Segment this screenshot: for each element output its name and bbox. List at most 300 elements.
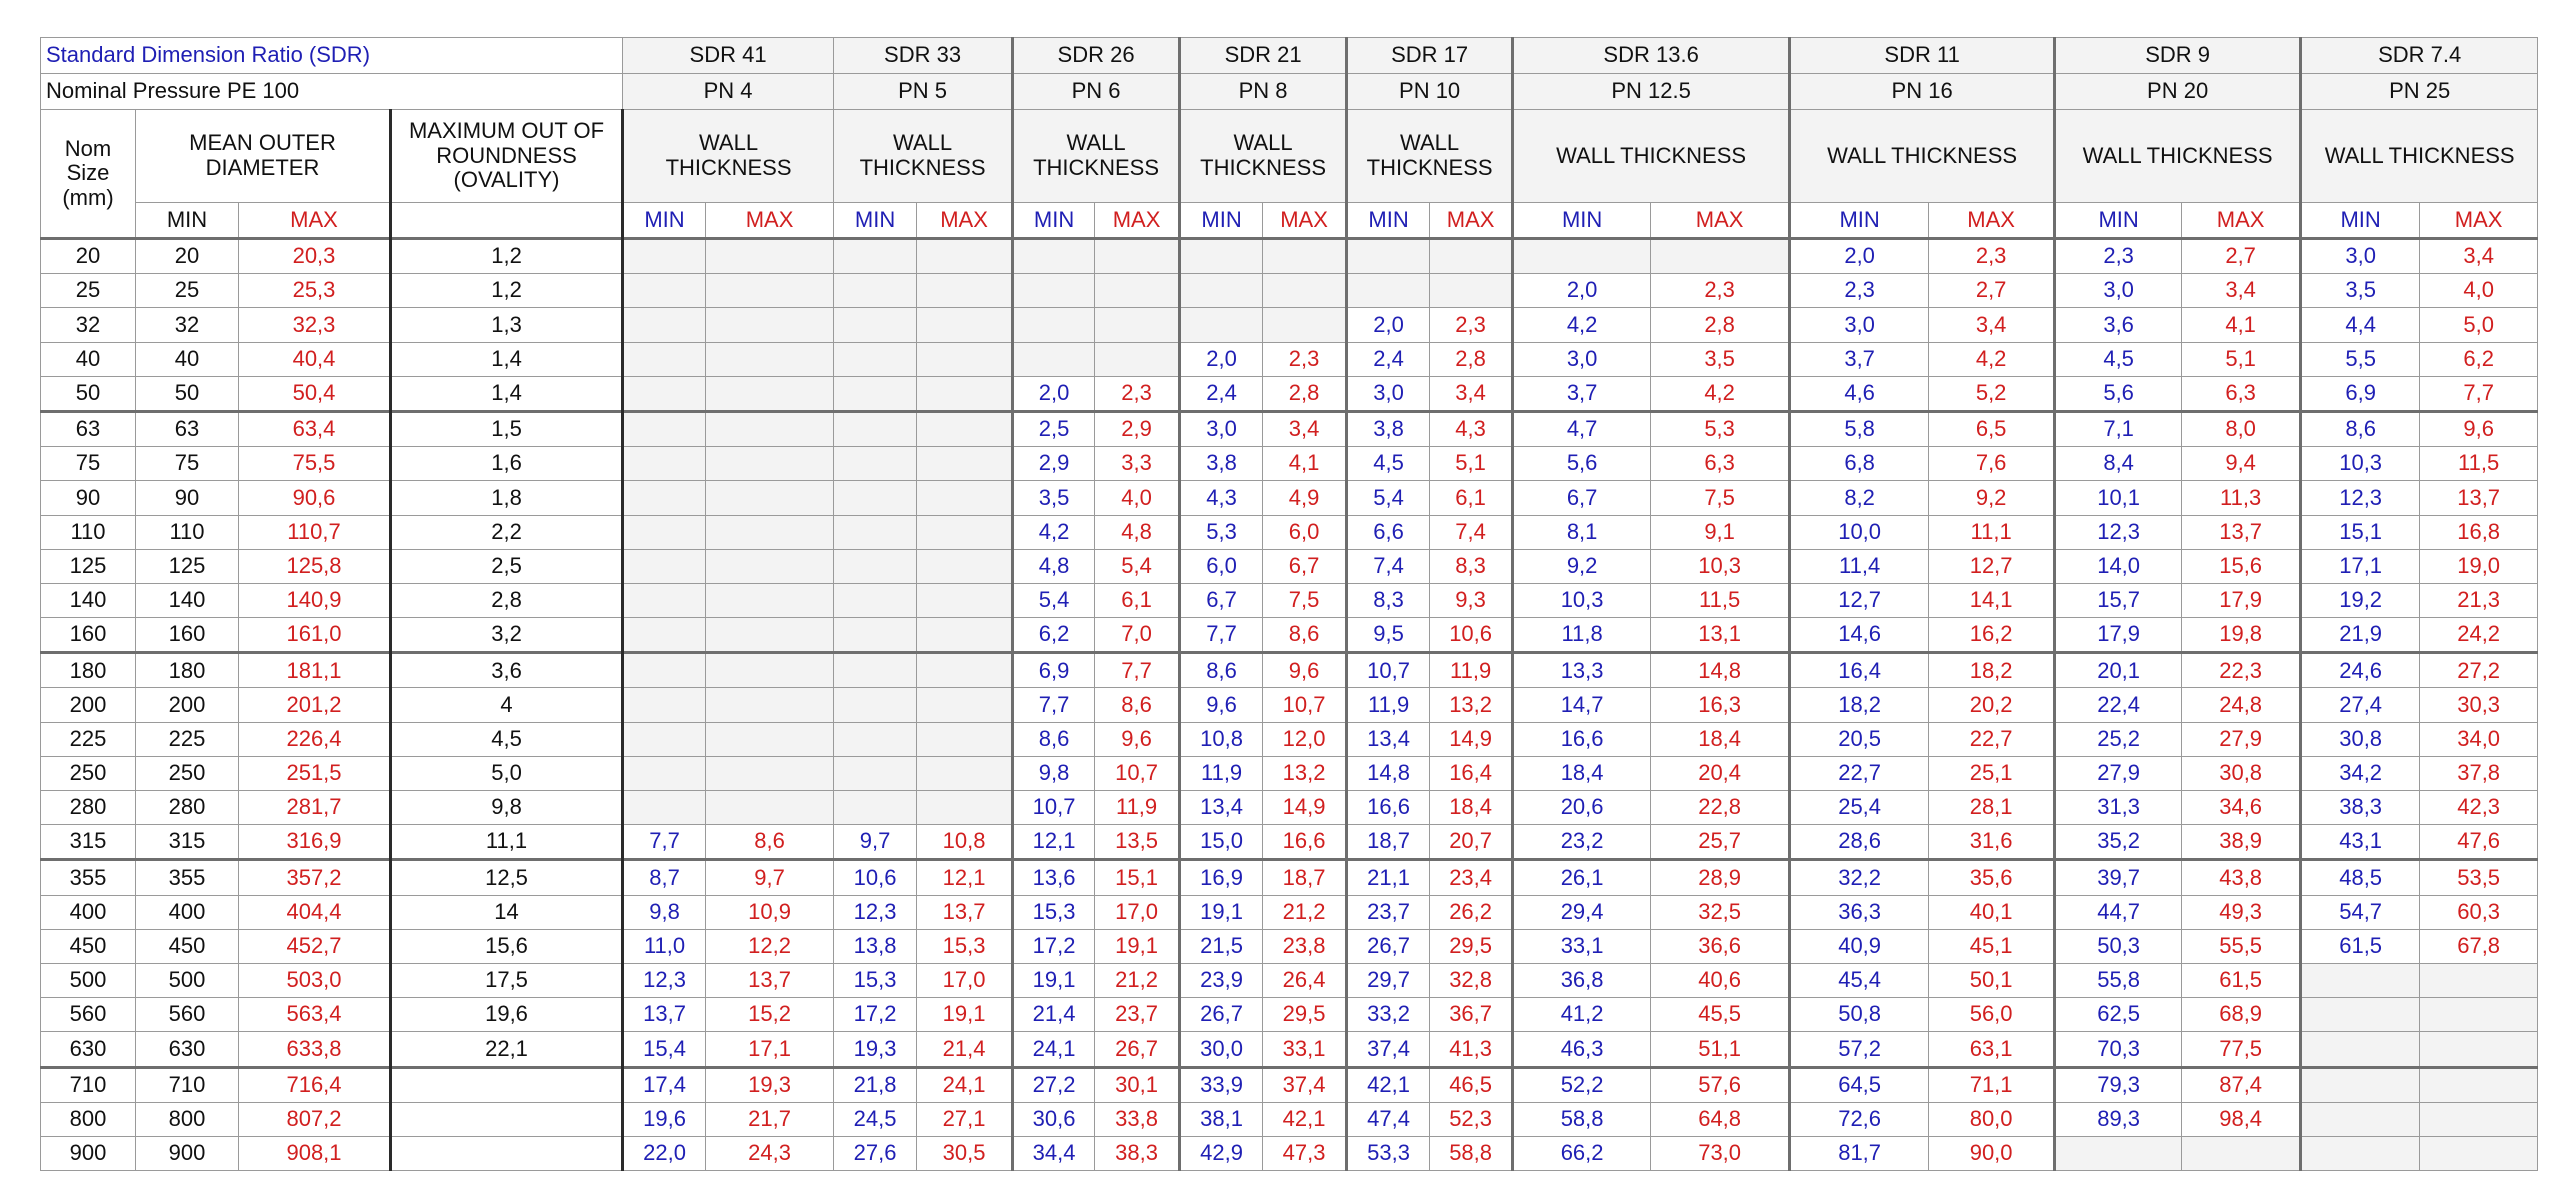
- wall-max-cell: 46,5: [1430, 1067, 1513, 1102]
- wall-max-cell: 10,3: [1651, 549, 1790, 583]
- wall-min-cell: 2,3: [1790, 274, 1929, 308]
- wall-min-cell: 26,7: [1180, 998, 1263, 1032]
- nom-size-header: Nom Size (mm): [41, 110, 136, 239]
- wall-max-cell: [917, 515, 1013, 549]
- wall-min-header-sdr-33: MIN: [834, 203, 917, 239]
- wall-min-cell: 20,5: [1790, 722, 1929, 756]
- wall-min-cell: [623, 239, 706, 274]
- wall-min-cell: [623, 515, 706, 549]
- wall-max-cell: 34,6: [2182, 791, 2301, 825]
- wall-max-cell: 63,1: [1929, 1032, 2055, 1067]
- od-min-cell: 140: [136, 583, 239, 617]
- wall-min-cell: 6,9: [1013, 653, 1095, 688]
- wall-max-cell: 37,4: [1263, 1067, 1347, 1102]
- wall-max-header-sdr-21: MAX: [1263, 203, 1347, 239]
- wall-max-cell: 4,3: [1430, 411, 1513, 446]
- wall-max-cell: 24,1: [917, 1067, 1013, 1102]
- wall-min-cell: 20,1: [2055, 653, 2182, 688]
- wall-max-cell: 49,3: [2182, 895, 2301, 929]
- nom-size-cell: 560: [41, 998, 136, 1032]
- wall-max-cell: 9,6: [1095, 722, 1180, 756]
- wall-min-cell: 10,3: [1513, 583, 1651, 617]
- nom-size-cell: 225: [41, 722, 136, 756]
- wall-max-cell: 36,6: [1651, 929, 1790, 963]
- wall-max-cell: [2420, 1032, 2538, 1067]
- wall-min-cell: 16,9: [1180, 860, 1263, 895]
- wall-min-cell: 2,4: [1347, 342, 1430, 376]
- wall-min-cell: 3,0: [1513, 342, 1651, 376]
- ovality-cell: [391, 1067, 623, 1102]
- wall-min-header-sdr-13-6: MIN: [1513, 203, 1651, 239]
- wall-min-cell: 11,9: [1180, 756, 1263, 790]
- od-min-cell: 160: [136, 618, 239, 653]
- wall-min-cell: 21,8: [834, 1067, 917, 1102]
- ovality-cell: 1,2: [391, 239, 623, 274]
- od-max-cell: 452,7: [239, 929, 391, 963]
- wall-min-cell: [834, 515, 917, 549]
- table-row: [41, 481, 2538, 515]
- wall-max-cell: 23,4: [1430, 860, 1513, 895]
- wall-min-header-sdr-11: MIN: [1790, 203, 1929, 239]
- wall-max-cell: 19,8: [2182, 618, 2301, 653]
- od-max-cell: 90,6: [239, 481, 391, 515]
- wall-min-cell: 10,8: [1180, 722, 1263, 756]
- wall-min-cell: 24,6: [2301, 653, 2420, 688]
- wall-max-cell: 21,7: [706, 1102, 834, 1136]
- wall-min-cell: 38,3: [2301, 791, 2420, 825]
- wall-min-cell: [2301, 998, 2420, 1032]
- wall-min-cell: 12,1: [1013, 825, 1095, 860]
- wall-min-cell: [1180, 239, 1263, 274]
- wall-min-cell: 13,8: [834, 929, 917, 963]
- nom-size-cell: 180: [41, 653, 136, 688]
- wall-min-cell: 30,6: [1013, 1102, 1095, 1136]
- wall-max-cell: 2,3: [1929, 239, 2055, 274]
- wall-min-cell: 21,5: [1180, 929, 1263, 963]
- wall-min-cell: 3,0: [2301, 239, 2420, 274]
- wall-max-cell: 47,6: [2420, 825, 2538, 860]
- wall-min-cell: 15,7: [2055, 583, 2182, 617]
- wall-max-cell: 7,7: [1095, 653, 1180, 688]
- wall-max-cell: 42,1: [1263, 1102, 1347, 1136]
- wall-min-cell: 41,2: [1513, 998, 1651, 1032]
- wall-max-cell: 17,1: [706, 1032, 834, 1067]
- od-min-cell: 25: [136, 274, 239, 308]
- wall-max-cell: 3,4: [1430, 376, 1513, 411]
- wall-max-cell: 4,0: [1095, 481, 1180, 515]
- pipe-dimension-table: [40, 37, 2538, 1171]
- od-max-cell: 563,4: [239, 998, 391, 1032]
- wall-min-cell: 21,9: [2301, 618, 2420, 653]
- wall-max-cell: 2,7: [2182, 239, 2301, 274]
- wall-min-cell: 2,0: [1013, 376, 1095, 411]
- wall-min-cell: 29,4: [1513, 895, 1651, 929]
- wall-max-cell: 35,6: [1929, 860, 2055, 895]
- wall-min-cell: [1013, 308, 1095, 342]
- wall-min-cell: 28,6: [1790, 825, 1929, 860]
- wall-max-cell: 16,8: [2420, 515, 2538, 549]
- wall-min-cell: 12,3: [834, 895, 917, 929]
- wall-max-cell: 23,8: [1263, 929, 1347, 963]
- wall-min-cell: [834, 308, 917, 342]
- wall-max-cell: [2420, 1136, 2538, 1170]
- wall-max-cell: 6,7: [1263, 549, 1347, 583]
- wall-min-cell: [1013, 274, 1095, 308]
- wall-max-cell: 28,1: [1929, 791, 2055, 825]
- od-min-cell: 900: [136, 1136, 239, 1170]
- wall-max-cell: 2,3: [1651, 274, 1790, 308]
- wall-min-cell: 70,3: [2055, 1032, 2182, 1067]
- wall-max-cell: 71,1: [1929, 1067, 2055, 1102]
- wall-min-cell: 27,9: [2055, 756, 2182, 790]
- wall-max-cell: 9,1: [1651, 515, 1790, 549]
- wall-min-cell: 9,8: [623, 895, 706, 929]
- wall-max-cell: 6,1: [1095, 583, 1180, 617]
- wall-max-cell: 15,1: [1095, 860, 1180, 895]
- wall-max-cell: [1263, 239, 1347, 274]
- wall-min-cell: [834, 791, 917, 825]
- wall-min-cell: 10,1: [2055, 481, 2182, 515]
- wall-max-cell: 19,1: [1095, 929, 1180, 963]
- table-row: [41, 722, 2538, 756]
- wall-max-cell: [706, 447, 834, 481]
- nom-size-cell: 500: [41, 963, 136, 997]
- wall-min-cell: 33,9: [1180, 1067, 1263, 1102]
- wall-max-cell: 32,5: [1651, 895, 1790, 929]
- wall-max-cell: [706, 791, 834, 825]
- wall-min-cell: [1180, 308, 1263, 342]
- wall-min-cell: 10,6: [834, 860, 917, 895]
- ovality-cell: 4,5: [391, 722, 623, 756]
- wall-min-cell: 25,4: [1790, 791, 1929, 825]
- od-min-cell: 800: [136, 1102, 239, 1136]
- pn-header-sdr-21: PN 8: [1180, 74, 1347, 110]
- ovality-cell: 1,6: [391, 447, 623, 481]
- wall-min-cell: 19,3: [834, 1032, 917, 1067]
- nom-size-cell: 280: [41, 791, 136, 825]
- wall-max-cell: 50,1: [1929, 963, 2055, 997]
- wall-max-cell: 7,7: [2420, 376, 2538, 411]
- wall-max-cell: 47,3: [1263, 1136, 1347, 1170]
- nom-size-cell: 900: [41, 1136, 136, 1170]
- nom-size-cell: 450: [41, 929, 136, 963]
- wall-max-cell: [706, 653, 834, 688]
- wall-min-cell: 29,7: [1347, 963, 1430, 997]
- wall-min-cell: 21,1: [1347, 860, 1430, 895]
- wall-max-cell: 43,8: [2182, 860, 2301, 895]
- ovality-cell: 1,3: [391, 308, 623, 342]
- nom-size-cell: 400: [41, 895, 136, 929]
- wall-min-cell: 8,3: [1347, 583, 1430, 617]
- wall-max-cell: 38,3: [1095, 1136, 1180, 1170]
- wall-max-cell: 12,7: [1929, 549, 2055, 583]
- wall-max-cell: 33,8: [1095, 1102, 1180, 1136]
- pn-label: Nominal Pressure PE 100: [41, 74, 623, 110]
- wall-max-cell: 24,2: [2420, 618, 2538, 653]
- wall-max-cell: 30,3: [2420, 688, 2538, 722]
- wall-min-cell: 3,0: [1180, 411, 1263, 446]
- wall-min-cell: 27,6: [834, 1136, 917, 1170]
- wall-min-cell: 31,3: [2055, 791, 2182, 825]
- wall-min-cell: [834, 688, 917, 722]
- od-max-cell: 503,0: [239, 963, 391, 997]
- ovality-cell: 1,5: [391, 411, 623, 446]
- table-row: [41, 688, 2538, 722]
- wall-max-cell: [706, 342, 834, 376]
- wall-max-cell: 2,8: [1651, 308, 1790, 342]
- wall-min-cell: 3,6: [2055, 308, 2182, 342]
- wall-min-cell: [834, 411, 917, 446]
- wall-max-cell: 23,7: [1095, 998, 1180, 1032]
- wall-min-cell: 4,2: [1513, 308, 1651, 342]
- wall-min-cell: 4,3: [1180, 481, 1263, 515]
- table-row: [41, 653, 2538, 688]
- sdr-header-sdr-17: SDR 17: [1347, 38, 1513, 74]
- wall-max-cell: 2,3: [1263, 342, 1347, 376]
- od-max-cell: 633,8: [239, 1032, 391, 1067]
- wall-max-cell: 19,3: [706, 1067, 834, 1102]
- wall-max-cell: 58,8: [1430, 1136, 1513, 1170]
- wall-min-cell: 13,6: [1013, 860, 1095, 895]
- wall-min-cell: 37,4: [1347, 1032, 1430, 1067]
- wall-min-cell: [834, 756, 917, 790]
- wall-max-cell: 20,2: [1929, 688, 2055, 722]
- wall-max-cell: [917, 756, 1013, 790]
- wall-max-cell: 13,5: [1095, 825, 1180, 860]
- wall-max-cell: 13,2: [1263, 756, 1347, 790]
- wall-max-cell: [1095, 342, 1180, 376]
- ovality-header: MAXIMUM OUT OF ROUNDNESS (OVALITY): [391, 110, 623, 203]
- wall-min-cell: [2301, 1067, 2420, 1102]
- wall-min-cell: [1180, 274, 1263, 308]
- od-min-cell: 110: [136, 515, 239, 549]
- wall-min-cell: 61,5: [2301, 929, 2420, 963]
- table-row: [41, 515, 2538, 549]
- wall-min-cell: 13,3: [1513, 653, 1651, 688]
- wall-thickness-header-sdr-9: WALL THICKNESS: [2055, 110, 2301, 203]
- wall-min-cell: [623, 791, 706, 825]
- table-row: [41, 929, 2538, 963]
- ovality-cell: 1,8: [391, 481, 623, 515]
- wall-max-cell: 40,6: [1651, 963, 1790, 997]
- wall-min-cell: 9,6: [1180, 688, 1263, 722]
- wall-min-cell: 3,0: [1347, 376, 1430, 411]
- wall-max-cell: 27,9: [2182, 722, 2301, 756]
- wall-max-cell: 32,8: [1430, 963, 1513, 997]
- wall-min-cell: 72,6: [1790, 1102, 1929, 1136]
- table-row: [41, 376, 2538, 411]
- nom-size-cell: 63: [41, 411, 136, 446]
- wall-max-cell: 21,4: [917, 1032, 1013, 1067]
- table-row: [41, 618, 2538, 653]
- od-min-cell: 250: [136, 756, 239, 790]
- wall-max-cell: [1651, 239, 1790, 274]
- wall-max-cell: 10,7: [1095, 756, 1180, 790]
- wall-min-cell: 15,0: [1180, 825, 1263, 860]
- wall-min-cell: 23,7: [1347, 895, 1430, 929]
- wall-max-cell: 16,6: [1263, 825, 1347, 860]
- wall-max-cell: [706, 549, 834, 583]
- wall-min-cell: 17,2: [834, 998, 917, 1032]
- wall-max-cell: [2182, 1136, 2301, 1170]
- wall-max-cell: 9,6: [2420, 411, 2538, 446]
- od-min-cell: 20: [136, 239, 239, 274]
- wall-min-cell: 10,7: [1347, 653, 1430, 688]
- table-row: [41, 1032, 2538, 1067]
- wall-max-cell: 13,7: [706, 963, 834, 997]
- wall-thickness-header-sdr-17: WALL THICKNESS: [1347, 110, 1513, 203]
- wall-thickness-header-sdr-11: WALL THICKNESS: [1790, 110, 2055, 203]
- wall-max-cell: 18,7: [1263, 860, 1347, 895]
- wall-min-cell: 23,9: [1180, 963, 1263, 997]
- wall-min-header-sdr-41: MIN: [623, 203, 706, 239]
- wall-min-cell: [834, 481, 917, 515]
- wall-min-cell: 33,1: [1513, 929, 1651, 963]
- wall-min-cell: 25,2: [2055, 722, 2182, 756]
- wall-max-cell: [2420, 963, 2538, 997]
- wall-min-cell: 6,0: [1180, 549, 1263, 583]
- wall-max-cell: [1263, 308, 1347, 342]
- wall-max-cell: [706, 722, 834, 756]
- nom-size-cell: 90: [41, 481, 136, 515]
- wall-min-cell: 3,8: [1180, 447, 1263, 481]
- wall-min-cell: [623, 308, 706, 342]
- wall-max-cell: 20,4: [1651, 756, 1790, 790]
- od-max-cell: 908,1: [239, 1136, 391, 1170]
- wall-min-cell: 18,7: [1347, 825, 1430, 860]
- wall-max-cell: 27,2: [2420, 653, 2538, 688]
- wall-min-cell: 14,0: [2055, 549, 2182, 583]
- wall-min-cell: 9,2: [1513, 549, 1651, 583]
- wall-min-cell: 2,4: [1180, 376, 1263, 411]
- wall-max-cell: 4,2: [1929, 342, 2055, 376]
- wall-max-cell: [917, 239, 1013, 274]
- wall-min-cell: 5,3: [1180, 515, 1263, 549]
- wall-min-cell: 8,7: [623, 860, 706, 895]
- wall-min-cell: 4,2: [1013, 515, 1095, 549]
- wall-max-header-sdr-7-4: MAX: [2420, 203, 2538, 239]
- wall-min-cell: [623, 583, 706, 617]
- ovality-cell: 2,5: [391, 549, 623, 583]
- wall-min-cell: 2,0: [1513, 274, 1651, 308]
- wall-min-cell: 22,4: [2055, 688, 2182, 722]
- wall-min-cell: 13,4: [1347, 722, 1430, 756]
- wall-max-cell: [706, 618, 834, 653]
- wall-max-cell: 21,2: [1263, 895, 1347, 929]
- wall-max-cell: 2,8: [1430, 342, 1513, 376]
- od-min-cell: 50: [136, 376, 239, 411]
- wall-max-cell: [1095, 308, 1180, 342]
- od-max-cell: 32,3: [239, 308, 391, 342]
- od-max-cell: 25,3: [239, 274, 391, 308]
- od-max-cell: 201,2: [239, 688, 391, 722]
- wall-max-cell: [2420, 1102, 2538, 1136]
- wall-max-cell: 22,3: [2182, 653, 2301, 688]
- od-max-cell: 125,8: [239, 549, 391, 583]
- table-row: [41, 308, 2538, 342]
- wall-max-cell: 8,6: [706, 825, 834, 860]
- od-max-cell: 807,2: [239, 1102, 391, 1136]
- wall-max-cell: [706, 239, 834, 274]
- wall-min-cell: [834, 376, 917, 411]
- wall-min-cell: 5,4: [1347, 481, 1430, 515]
- od-min-cell: 180: [136, 653, 239, 688]
- wall-max-cell: 20,7: [1430, 825, 1513, 860]
- wall-max-cell: 21,2: [1095, 963, 1180, 997]
- wall-min-cell: [2301, 1032, 2420, 1067]
- wall-min-cell: 12,7: [1790, 583, 1929, 617]
- wall-min-cell: 2,0: [1347, 308, 1430, 342]
- wall-min-cell: [1347, 274, 1430, 308]
- wall-max-cell: 5,0: [2420, 308, 2538, 342]
- wall-min-cell: [623, 549, 706, 583]
- nom-size-cell: 32: [41, 308, 136, 342]
- wall-min-cell: 15,1: [2301, 515, 2420, 549]
- od-min-cell: 63: [136, 411, 239, 446]
- wall-max-cell: 8,0: [2182, 411, 2301, 446]
- wall-max-cell: 18,4: [1651, 722, 1790, 756]
- wall-max-cell: 41,3: [1430, 1032, 1513, 1067]
- wall-min-cell: [2301, 1102, 2420, 1136]
- wall-min-cell: 5,8: [1790, 411, 1929, 446]
- wall-max-cell: 15,6: [2182, 549, 2301, 583]
- wall-min-cell: 15,3: [1013, 895, 1095, 929]
- wall-max-cell: 28,9: [1651, 860, 1790, 895]
- wall-min-cell: 43,1: [2301, 825, 2420, 860]
- nom-size-cell: 200: [41, 688, 136, 722]
- wall-min-cell: 17,2: [1013, 929, 1095, 963]
- wall-min-cell: [1347, 239, 1430, 274]
- wall-max-cell: 10,9: [706, 895, 834, 929]
- wall-max-cell: 24,8: [2182, 688, 2301, 722]
- wall-max-cell: 6,2: [2420, 342, 2538, 376]
- wall-max-cell: 8,3: [1430, 549, 1513, 583]
- od-min-cell: 560: [136, 998, 239, 1032]
- ovality-cell: [391, 1136, 623, 1170]
- od-min-cell: 355: [136, 860, 239, 895]
- wall-max-cell: 8,6: [1263, 618, 1347, 653]
- ovality-cell: 5,0: [391, 756, 623, 790]
- wall-max-cell: [706, 411, 834, 446]
- sdr-header-sdr-13-6: SDR 13.6: [1513, 38, 1790, 74]
- wall-max-cell: 9,7: [706, 860, 834, 895]
- wall-min-header-sdr-26: MIN: [1013, 203, 1095, 239]
- wall-min-cell: 15,4: [623, 1032, 706, 1067]
- wall-max-cell: [917, 481, 1013, 515]
- wall-min-cell: 36,8: [1513, 963, 1651, 997]
- wall-max-cell: 15,2: [706, 998, 834, 1032]
- wall-max-cell: 2,8: [1263, 376, 1347, 411]
- ovality-cell: 15,6: [391, 929, 623, 963]
- wall-max-header-sdr-17: MAX: [1430, 203, 1513, 239]
- wall-min-cell: 22,7: [1790, 756, 1929, 790]
- od-max-cell: 20,3: [239, 239, 391, 274]
- wall-max-cell: 4,9: [1263, 481, 1347, 515]
- wall-min-cell: [1013, 239, 1095, 274]
- wall-min-cell: 48,5: [2301, 860, 2420, 895]
- wall-min-cell: 8,4: [2055, 447, 2182, 481]
- od-min-cell: 400: [136, 895, 239, 929]
- table-row: [41, 583, 2538, 617]
- wall-max-cell: 38,9: [2182, 825, 2301, 860]
- table-row: [41, 342, 2538, 376]
- wall-max-cell: 14,9: [1430, 722, 1513, 756]
- wall-min-cell: [623, 342, 706, 376]
- wall-thickness-header-sdr-41: WALL THICKNESS: [623, 110, 834, 203]
- wall-min-cell: [623, 274, 706, 308]
- wall-max-cell: 11,5: [2420, 447, 2538, 481]
- wall-max-cell: 30,8: [2182, 756, 2301, 790]
